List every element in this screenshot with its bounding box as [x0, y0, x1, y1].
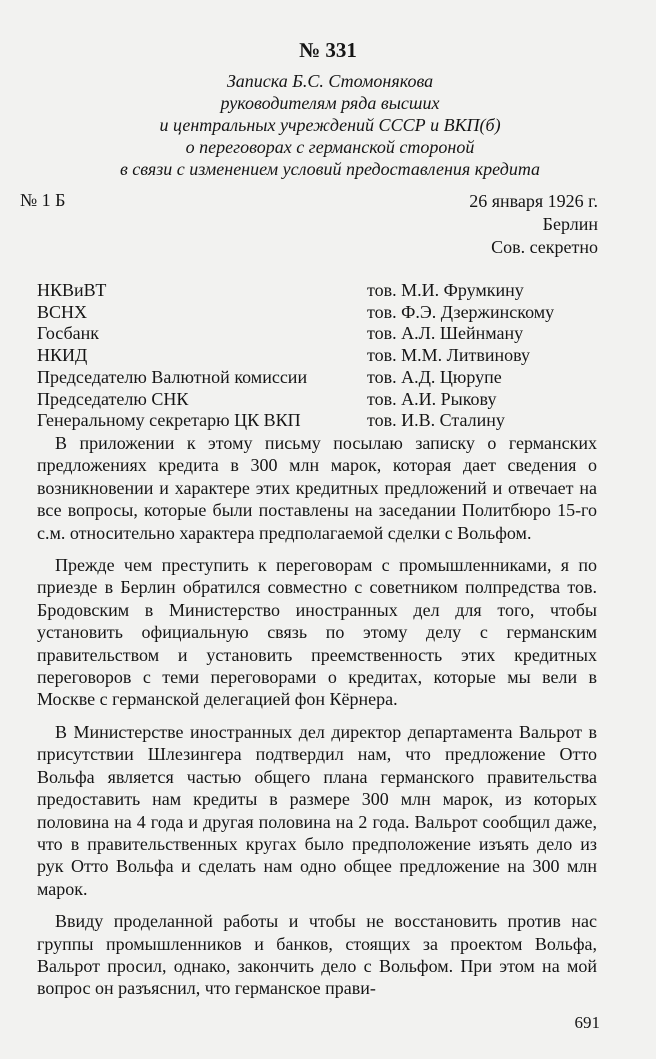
recipient-row	[37, 302, 554, 324]
document-heading	[20, 70, 640, 180]
recipient-row	[37, 345, 554, 367]
body-paragraph: В приложении к этому письму посылаю записку о германских предложениях кредита в 300 млн марок, которая дает сведения о возникновении и характере этих кредитных предложений и отвечает на все вопросы, которые были поставлены на заседании Политбюро 15-го с.м. относительно характера предполагаемой сделки с Вольфом.	[37, 433, 597, 543]
recipient-person: тов. И.В. Сталину	[367, 410, 505, 431]
recipient-person: тов. М.И. Фрумкину	[367, 280, 524, 300]
document-body	[37, 432, 597, 1010]
recipient-row	[37, 323, 554, 345]
document-place: Берлин	[542, 214, 598, 234]
page-number: 691	[574, 1013, 600, 1032]
document-number: № 331	[299, 38, 357, 62]
document-date: 26 января 1926 г.	[469, 191, 598, 211]
heading-line: Записка Б.С. Стомонякова	[226, 71, 434, 91]
recipient-person: тов. Ф.Э. Дзержинскому	[367, 301, 555, 322]
recipient-row	[37, 410, 554, 432]
recipient-org: Председателю Валютной комиссии	[37, 366, 308, 387]
recipient-row	[37, 280, 554, 302]
recipient-org: НКИД	[37, 345, 88, 366]
recipient-person: тов. А.Л. Шейнману	[367, 323, 524, 344]
reference-number: № 1 Б	[20, 190, 66, 210]
recipient-person: тов. М.М. Литвинову	[367, 345, 530, 366]
recipient-org: ВСНХ	[37, 301, 88, 322]
heading-line: и центральных учреждений СССР и ВКП(б)	[159, 115, 501, 135]
heading-line: в связи с изменением условий предоставления кредита	[119, 159, 541, 179]
recipients-list	[37, 280, 554, 432]
recipient-org: Госбанк	[37, 323, 100, 344]
heading-line: о переговорах с германской стороной	[185, 137, 475, 157]
recipient-row	[37, 367, 554, 389]
document-meta	[469, 190, 598, 259]
body-paragraph: В Министерстве иностранных дел директор департамента Вальрот в присутствии Шлезингера подтвердил нам, что предложение Отто Вольфа является частью общего плана германского правительства предоставить нам кредиты в размере 300 млн марок, из которых половина на 4 года и другая половина на 2 года. Вальрот сообщил даже, что в правительственных кругах было предположение изъять дело из рук Отто Вольфа и сделать нам одно общее предложение на 300 млн марок.	[37, 721, 597, 899]
recipient-org: НКВиВТ	[37, 280, 107, 300]
recipient-row	[37, 389, 554, 411]
recipient-person: тов. А.И. Рыкову	[367, 388, 497, 409]
recipient-person: тов. А.Д. Цюрупе	[367, 366, 502, 387]
body-paragraph: Ввиду проделанной работы и чтобы не восстановить против нас группы промышленников и банков, стоящих за проектом Вольфа, Вальрот просил, однако, закончить дело с Вольфом. При этом на мой вопрос он разъяснил, что германское прави-	[37, 911, 597, 999]
body-paragraph: Прежде чем преступить к переговорам с промышленниками, я по приезде в Берлин обратился совместно с советником полпредства тов. Бродовским в Министерство иностранных дел для того, чтобы установить официальную связь по этому делу с германским правительством и установить преемственность этих кредитных переговоров с теми переговорами о кредитах, которые мы вели в Москве с германской делегацией фон Кёрнера.	[37, 555, 597, 710]
recipient-org: Генеральному секретарю ЦК ВКП	[37, 410, 301, 431]
recipient-org: Председателю СНК	[37, 388, 189, 409]
heading-line: руководителям ряда высших	[220, 93, 440, 113]
classification-label: Сов. секретно	[491, 237, 598, 257]
